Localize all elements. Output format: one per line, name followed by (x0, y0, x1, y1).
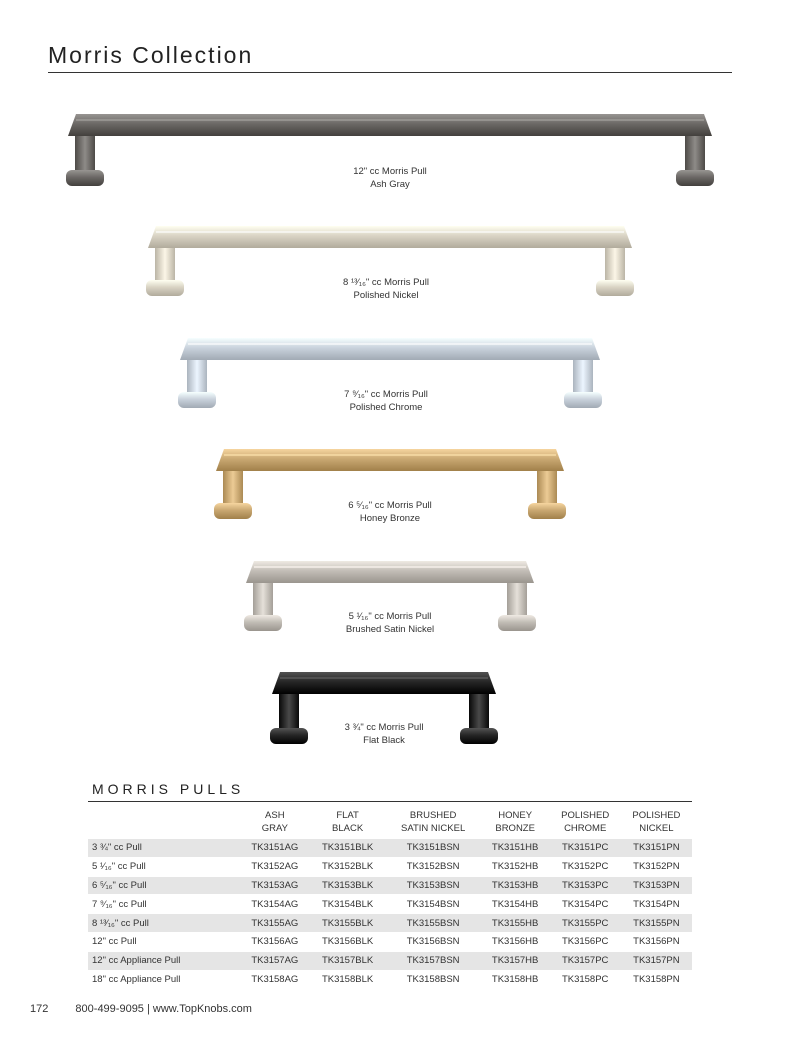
sku-cell: TK3157PC (550, 951, 621, 970)
table-header-flat-black: FLAT BLACK (332, 810, 364, 834)
sku-cell: TK3155AG (240, 914, 310, 933)
pull-size: 6 ⁵⁄₁₆" cc Morris Pull (348, 500, 432, 511)
sku-cell: TK3157BSN (386, 951, 481, 970)
website-link[interactable]: www.TopKnobs.com (152, 1003, 252, 1015)
sku-cell: TK3156BSN (406, 936, 460, 948)
pull-finish: Polished Nickel (353, 290, 419, 301)
sku-cell: TK3151BLK (310, 839, 386, 857)
page-number: 172 (30, 1003, 49, 1015)
sku-cell: TK3152PC (561, 861, 609, 873)
pull-bar (272, 672, 496, 694)
sku-cell: TK3154BLK (321, 898, 374, 910)
pull-base (178, 392, 216, 408)
pull-caption-flat-black (274, 721, 494, 747)
pull-base (528, 503, 566, 519)
sku-cell: TK3155HB (481, 914, 550, 933)
row-label: 3 ¾" cc Pull (88, 839, 240, 857)
sku-cell: TK3153PC (550, 876, 621, 895)
sku-cell: TK3151AG (240, 839, 310, 857)
sku-cell: TK3154HB (491, 898, 539, 910)
table-header-brushed-satin-nickel: BRUSHED SATIN NICKEL (401, 810, 466, 834)
sku-cell: TK3157AG (240, 951, 310, 970)
pull-base (146, 280, 184, 296)
sku-cell: TK3156PN (633, 936, 680, 948)
pull-size: 8 ¹³⁄₁₆" cc Morris Pull (343, 277, 429, 288)
sku-cell: TK3155BLK (310, 914, 386, 933)
sku-cell: TK3158PC (561, 973, 609, 985)
pull-base (676, 170, 714, 186)
table-row (88, 914, 692, 933)
sku-cell: TK3157PN (621, 951, 692, 970)
sku-cell: TK3151PC (550, 839, 621, 857)
pull-size: 5 ¹⁄₁₆" cc Morris Pull (348, 611, 432, 622)
pull-finish: Brushed Satin Nickel (345, 624, 435, 635)
sku-cell: TK3154PC (561, 898, 609, 910)
pull-caption-polished-chrome (276, 388, 496, 414)
sku-cell: TK3151BSN (386, 839, 481, 857)
sku-cell: TK3154BSN (406, 898, 460, 910)
sku-cell: TK3156HB (491, 936, 539, 948)
sku-cell: TK3155PN (621, 914, 692, 933)
sku-cell: TK3154PN (633, 898, 680, 910)
pull-base (214, 503, 252, 519)
sku-cell: TK3158BSN (406, 973, 460, 985)
pull-caption-honey-bronze (280, 499, 500, 525)
table-title: MORRIS PULLS (92, 781, 245, 797)
pull-caption-ash-gray (280, 165, 500, 191)
page-footer (30, 1003, 252, 1015)
pull-finish: Flat Black (363, 735, 405, 746)
pull-base (244, 615, 282, 631)
pull-size: 12" cc Morris Pull (353, 166, 427, 177)
sku-cell: TK3153AG (240, 876, 310, 895)
row-label: 12" cc Pull (92, 936, 137, 948)
sku-cell: TK3154AG (251, 898, 299, 910)
sku-cell: TK3153BSN (386, 876, 481, 895)
sku-cell: TK3153BLK (310, 876, 386, 895)
pull-caption-brushed-satin-nickel (280, 610, 500, 636)
pull-bar (148, 226, 632, 248)
pull-bar (246, 561, 534, 583)
sku-cell: TK3156AG (251, 936, 299, 948)
table-header-ash-gray: ASH GRAY (261, 810, 288, 834)
table-row (88, 876, 692, 895)
row-label: 7 ⁹⁄₁₆" cc Pull (92, 898, 147, 910)
sku-cell: TK3152BLK (321, 861, 374, 873)
pull-base (498, 615, 536, 631)
footer-separator: | (147, 1003, 150, 1015)
phone-number: 800-499-9095 (75, 1003, 144, 1015)
sku-cell: TK3152BSN (406, 861, 460, 873)
table-row (88, 951, 692, 970)
table-divider (88, 801, 692, 802)
product-table (88, 808, 692, 989)
sku-cell: TK3152HB (491, 861, 539, 873)
page-title: Morris Collection (48, 42, 254, 68)
sku-cell: TK3151HB (481, 839, 550, 857)
pull-base (596, 280, 634, 296)
sku-cell: TK3151PN (621, 839, 692, 857)
pull-finish: Polished Chrome (349, 402, 423, 413)
table-header-polished-chrome: POLISHED CHROME (561, 810, 610, 834)
table-row (88, 839, 692, 857)
row-label: 5 ¹⁄₁₆" cc Pull (92, 861, 146, 873)
table-header-honey-bronze: HONEY BRONZE (495, 810, 535, 834)
pull-bar (68, 114, 712, 136)
row-label: 8 ¹³⁄₁₆" cc Pull (88, 914, 240, 933)
sku-cell: TK3158AG (251, 973, 299, 985)
sku-cell: TK3152AG (251, 861, 299, 873)
sku-cell: TK3158PN (633, 973, 680, 985)
pull-caption-polished-nickel (276, 276, 496, 302)
table-row (88, 895, 692, 914)
sku-cell: TK3153PN (621, 876, 692, 895)
sku-cell: TK3155PC (550, 914, 621, 933)
sku-cell: TK3157HB (481, 951, 550, 970)
sku-cell: TK3153HB (481, 876, 550, 895)
pull-finish: Ash Gray (370, 179, 410, 190)
row-label: 12" cc Appliance Pull (88, 951, 240, 970)
sku-cell: TK3157BLK (310, 951, 386, 970)
pull-base (66, 170, 104, 186)
sku-cell: TK3158BLK (321, 973, 374, 985)
sku-cell: TK3155BSN (386, 914, 481, 933)
sku-cell: TK3156PC (561, 936, 609, 948)
pull-size: 3 ¾" cc Morris Pull (344, 722, 424, 733)
row-label: 18" cc Appliance Pull (92, 973, 181, 985)
title-divider (48, 72, 732, 73)
table-row (88, 970, 692, 989)
pull-bar (180, 338, 600, 360)
sku-cell: TK3158HB (491, 973, 539, 985)
pull-size: 7 ⁹⁄₁₆" cc Morris Pull (344, 389, 428, 400)
table-row (88, 857, 692, 876)
table-header-empty (88, 808, 240, 839)
row-label: 6 ⁵⁄₁₆" cc Pull (88, 876, 240, 895)
table-row (88, 932, 692, 951)
table-header-row (88, 808, 692, 839)
pull-base (564, 392, 602, 408)
table-header-polished-nickel: POLISHED NICKEL (632, 810, 681, 834)
pull-finish: Honey Bronze (359, 513, 421, 524)
pull-bar (216, 449, 564, 471)
sku-cell: TK3156BLK (321, 936, 374, 948)
sku-cell: TK3152PN (633, 861, 680, 873)
